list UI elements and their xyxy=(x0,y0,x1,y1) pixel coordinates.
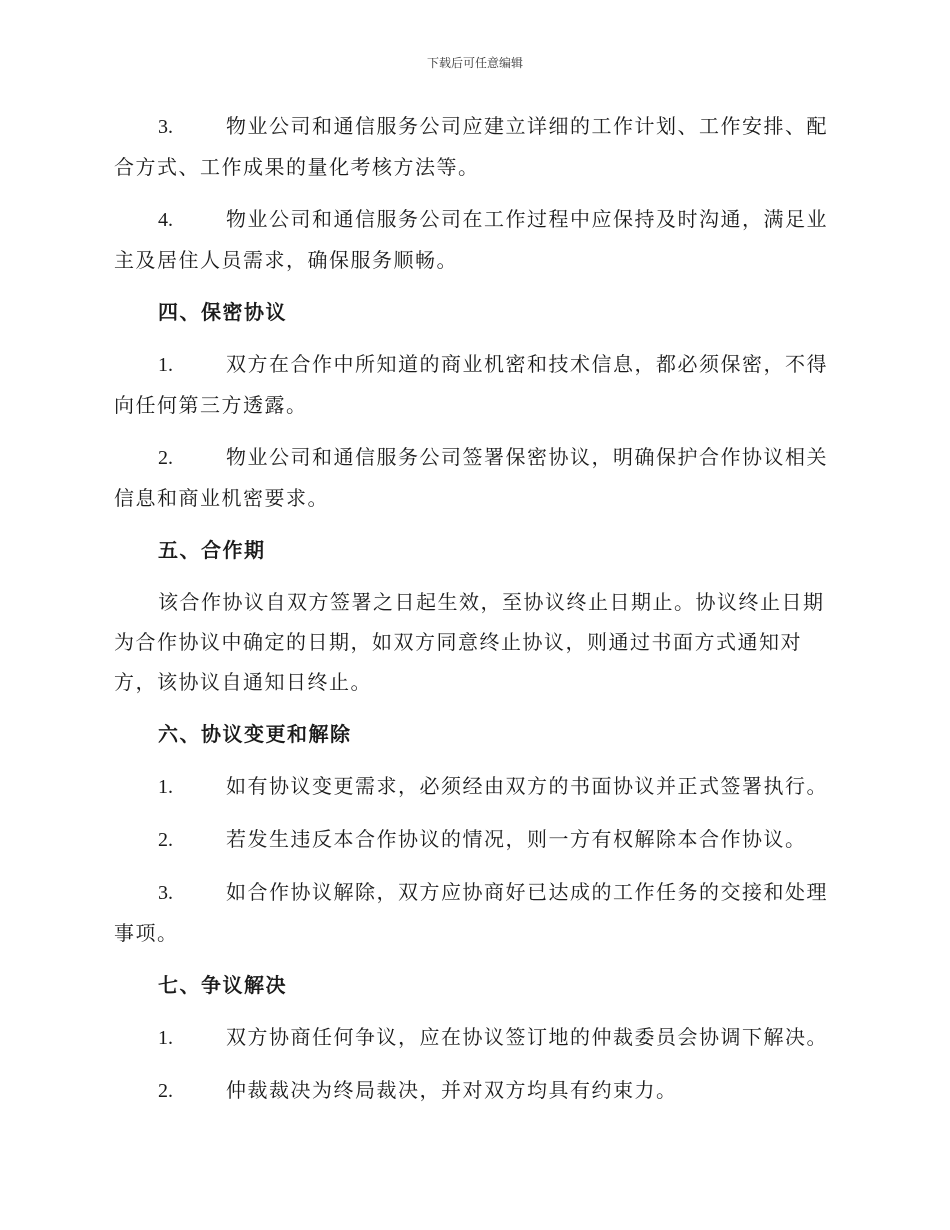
list-item xyxy=(114,1070,834,1111)
document-body xyxy=(114,106,834,1123)
list-item xyxy=(114,766,834,807)
item-text: 仲裁裁决为终局裁决，并对双方均具有约束力。 xyxy=(226,1078,678,1102)
section-heading: 七、争议解决 xyxy=(158,973,287,997)
section-heading: 六、协议变更和解除 xyxy=(158,722,352,746)
item-text: 如有协议变更需求，必须经由双方的书面协议并正式签署执行。 xyxy=(226,774,828,798)
item-number: 2. xyxy=(158,829,173,851)
item-number: 1. xyxy=(158,354,173,376)
list-item xyxy=(114,1017,834,1058)
item-number: 3. xyxy=(158,116,173,138)
item-text: 双方协商任何争议，应在协议签订地的仲裁委员会协调下解决。 xyxy=(226,1025,828,1049)
section-heading: 四、保密协议 xyxy=(158,300,287,324)
list-item xyxy=(114,819,834,860)
section-heading: 五、合作期 xyxy=(158,538,266,562)
header-note: 下载后可任意编辑 xyxy=(426,56,523,70)
item-number: 1. xyxy=(158,1027,173,1049)
item-number: 2. xyxy=(158,1080,173,1102)
item-text: 物业公司和通信服务公司在工作过程中应保持及时沟通，满足业主及居住人员需求，确保服务顺畅。 xyxy=(114,207,828,272)
list-item xyxy=(114,199,834,280)
item-number: 2. xyxy=(158,447,173,469)
item-number: 3. xyxy=(158,882,173,904)
item-text: 若发生违反本合作协议的情况，则一方有权解除本合作协议。 xyxy=(226,827,807,851)
item-number: 4. xyxy=(158,209,173,231)
item-text: 双方在合作中所知道的商业机密和技术信息，都必须保密，不得向任何第三方透露。 xyxy=(114,352,828,417)
item-text: 物业公司和通信服务公司签署保密协议，明确保护合作协议相关信息和商业机密要求。 xyxy=(114,445,828,510)
item-text: 物业公司和通信服务公司应建立详细的工作计划、工作安排、配合方式、工作成果的量化考核方法等。 xyxy=(114,114,828,179)
list-item xyxy=(114,437,834,518)
list-item xyxy=(114,106,834,187)
paragraph: 该合作协议自双方签署之日起生效，至协议终止日期止。协议终止日期为合作协议中确定的日期，如双方同意终止协议，则通过书面方式通知对方，该协议自通知日终止。 xyxy=(114,590,825,694)
item-text: 如合作协议解除，双方应协商好已达成的工作任务的交接和处理事项。 xyxy=(114,880,828,945)
list-item xyxy=(114,344,834,425)
item-number: 1. xyxy=(158,776,173,798)
list-item xyxy=(114,872,834,953)
